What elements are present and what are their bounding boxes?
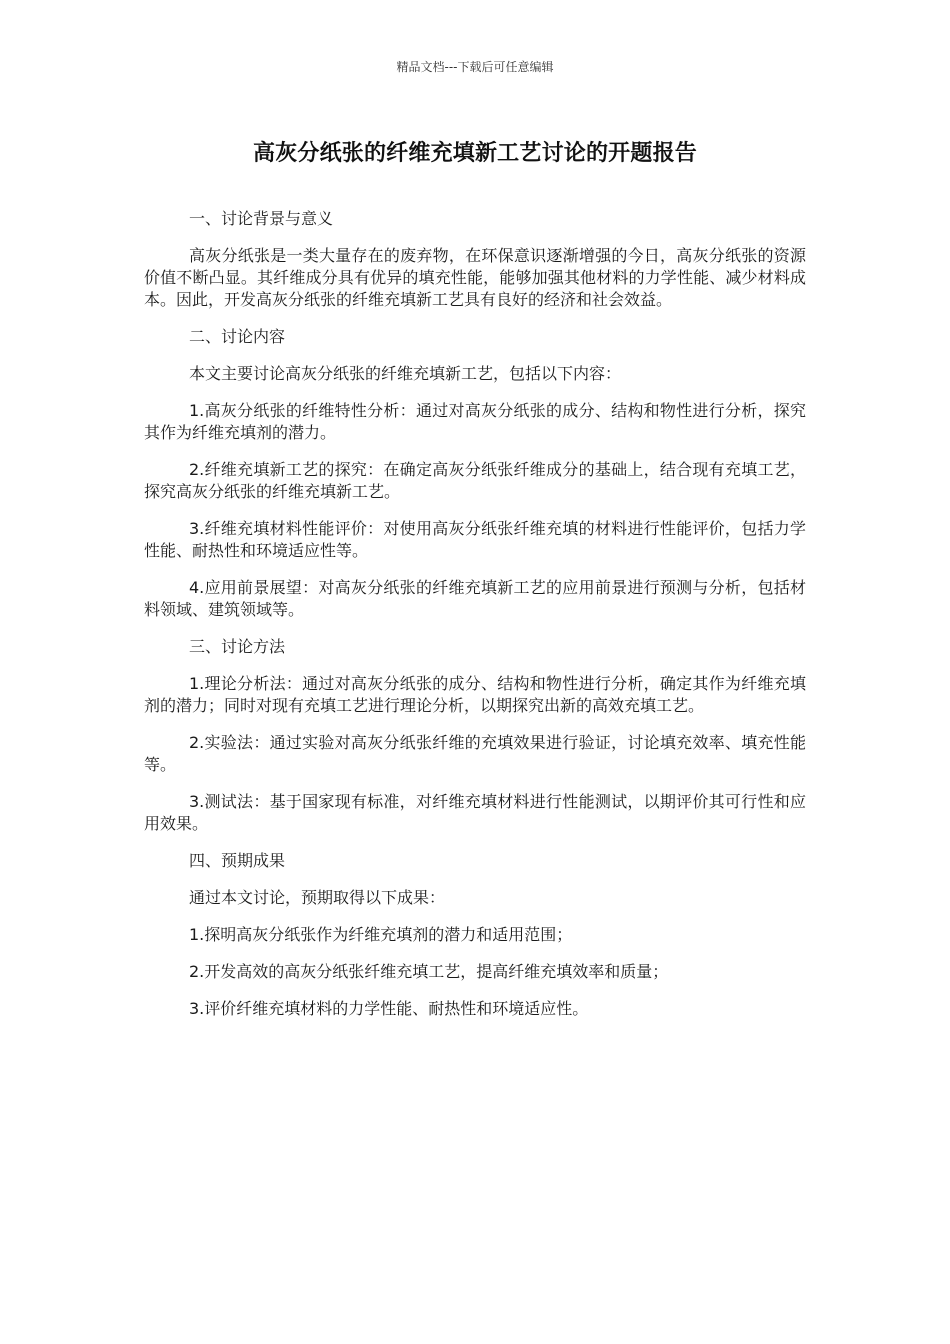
paragraph-background: 高灰分纸张是一类大量存在的废弃物，在环保意识逐渐增强的今日，高灰分纸张的资源价值不断凸显。其纤维成分具有优异的填充性能，能够加强其他材料的力学性能、减少材料成本。因此，开发高灰分纸张的纤维充填新工艺具有良好的经济和社会效益。 — [144, 246, 806, 309]
list-item-content-4: 4.应用前景展望：对高灰分纸张的纤维充填新工艺的应用前景进行预测与分析，包括材料领域、建筑领域等。 — [144, 578, 806, 619]
document-title: 高灰分纸张的纤维充填新工艺讨论的开题报告 — [252, 141, 697, 166]
list-item-content-1: 1.高灰分纸张的纤维特性分析：通过对高灰分纸张的成分、结构和物性进行分析，探究其作为纤维充填剂的潜力。 — [144, 401, 806, 442]
section-heading-background: 一、讨论背景与意义 — [189, 209, 334, 228]
paragraph-content-intro: 本文主要讨论高灰分纸张的纤维充填新工艺，包括以下内容： — [189, 364, 622, 383]
list-item-result-2: 2.开发高效的高灰分纸张纤维充填工艺，提高纤维充填效率和质量； — [189, 962, 669, 981]
list-item-content-2: 2.纤维充填新工艺的探究：在确定高灰分纸张纤维成分的基础上，结合现有充填工艺，探究高灰分纸张的纤维充填新工艺。 — [144, 460, 806, 501]
list-item-method-1: 1.理论分析法：通过对高灰分纸张的成分、结构和物性进行分析，确定其作为纤维充填剂的潜力；同时对现有充填工艺进行理论分析，以期探究出新的高效充填工艺。 — [144, 674, 806, 715]
list-item-method-3: 3.测试法：基于国家现有标准，对纤维充填材料进行性能测试，以期评价其可行性和应用效果。 — [144, 792, 806, 833]
document-body — [144, 208, 806, 1035]
list-item-content-3: 3.纤维充填材料性能评价：对使用高灰分纸张纤维充填的材料进行性能评价，包括力学性能、耐热性和环境适应性等。 — [144, 519, 806, 560]
section-heading-methods: 三、讨论方法 — [189, 637, 286, 656]
section-heading-content: 二、讨论内容 — [189, 327, 286, 346]
list-item-method-2: 2.实验法：通过实验对高灰分纸张纤维的充填效果进行验证，讨论填充效率、填充性能等。 — [144, 733, 806, 774]
list-item-result-3: 3.评价纤维充填材料的力学性能、耐热性和环境适应性。 — [189, 999, 589, 1018]
header-note: 精品文档---下载后可任意编辑 — [396, 60, 554, 74]
paragraph-results-intro: 通过本文讨论，预期取得以下成果： — [189, 888, 446, 907]
section-heading-results: 四、预期成果 — [189, 851, 286, 870]
list-item-result-1: 1.探明高灰分纸张作为纤维充填剂的潜力和适用范围； — [189, 925, 573, 944]
